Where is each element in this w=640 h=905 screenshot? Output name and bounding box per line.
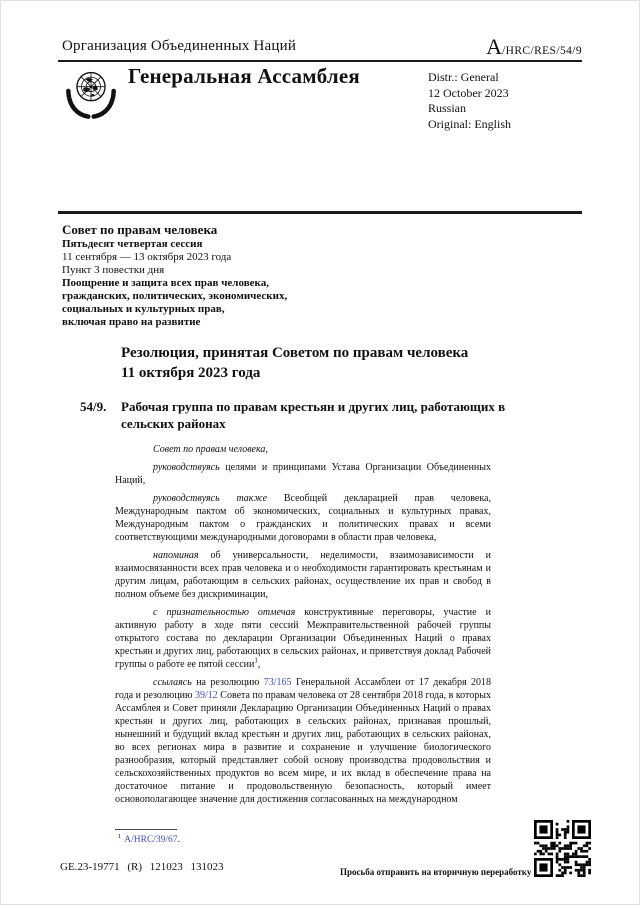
paragraph-lead: руководствуясь также <box>153 493 268 504</box>
council-name: Совет по правам человека <box>62 222 218 237</box>
resolution-title <box>121 344 551 383</box>
document-symbol-initial: A <box>486 34 503 59</box>
paragraph-text: целями и принципами Устава Организации Объединенных Наций, <box>115 462 491 486</box>
session-block <box>62 222 287 329</box>
paragraph-text: Совета по правам человека от 28 сентября 2018 года, в которых Ассамблея и Совет приняли Декларацию Организации Объединенных Наций о правах крестьян и других лиц, работающих в сельских районах, признавая прошлый, нынешний и будущий вклад крестьян и других лиц, работающих в сельских районах, во всех регионах мира в развитие и сохранение и улучшение биологического разнообразия, который представляет собой основу производства продовольствия и сельскохозяйственных продуктов во всем мире, и их вклад в обеспечение права на достаточное питание и продовольственную безопасность, который имеет основополагающее значение для достижения согласованных на международном <box>115 690 491 805</box>
org-name: Организация Объединенных Наций <box>62 38 297 54</box>
agenda-title-line: гражданских, политических, экономических, <box>62 290 288 302</box>
paragraph-text: конструктивные переговоры, участие и активную работу в ходе пяти сессий Межправительственной рабочей группы открытого состава по декларации Организации Объединенных Наций о правах крестьян и других лиц, работающих в сельских районах, и приветствуя доклад Рабочей группы о работе ее пятой сессии <box>115 607 491 670</box>
paragraph-text: Генеральной Ассамблеи от 17 декабря 2018 года и резолюцию <box>115 677 491 701</box>
un-emblem-icon <box>62 64 120 122</box>
agenda-title-line: социальных и культурных прав, <box>62 303 225 315</box>
agenda-item: Пункт 3 повестки дня <box>62 264 165 276</box>
resolution-title-line: 11 октября 2023 года <box>121 364 261 381</box>
paragraph-lead: с признательностью отмечая <box>153 607 296 618</box>
resolution-number: 54/9. <box>80 399 107 414</box>
resolution-link-39-12[interactable]: 39/12 <box>194 690 218 701</box>
session-name: Пятьдесят четвертая сессия <box>62 238 203 250</box>
document-language: Russian <box>428 101 467 115</box>
footnote-document-link[interactable]: A/HRC/39/67 <box>124 835 178 846</box>
distribution-line: Distr.: General <box>428 70 499 84</box>
preambular-paragraph <box>115 492 491 544</box>
paragraph-text: об универсальности, неделимости, взаимозависимости и взаимосвязанности всех прав человека и о необходимости гарантировать крестьянам и другим лицам, работающим в сельских районах, осуществление их прав и свобод в полном объеме без дискриминации, <box>115 550 491 600</box>
recycle-note-text: Просьба отправить на вторичную переработку <box>340 867 532 877</box>
document-date: 12 October 2023 <box>428 85 509 100</box>
paragraph-text: , <box>257 659 261 670</box>
resolution-title-line: Резолюция, принятая Советом по правам человека <box>121 345 469 361</box>
distribution-block <box>428 70 511 132</box>
preambular-paragraph <box>115 549 491 601</box>
paragraph-lead: руководствуясь <box>153 462 220 473</box>
assembly-title: Генеральная Ассамблея <box>128 64 360 88</box>
agenda-title-line: включая право на развитие <box>62 316 201 328</box>
document-symbol-rest: /HRC/RES/54/9 <box>502 45 582 57</box>
footnote-marker: 1 <box>118 833 122 840</box>
resolution-heading-text: Рабочая группа по правам крестьян и других лиц, работающих в сельских районах <box>121 399 506 431</box>
preambular-paragraph <box>115 461 491 487</box>
footnote <box>118 833 180 845</box>
preamble-line <box>115 443 491 456</box>
original-language: Original: English <box>428 116 511 131</box>
preambular-paragraph-recalling <box>115 676 491 806</box>
preambular-paragraph <box>115 606 491 671</box>
document-body <box>115 443 491 811</box>
recycle-note <box>340 863 548 882</box>
document-symbol <box>486 34 582 60</box>
footnote-divider <box>115 829 177 830</box>
paragraph-lead: ссылаясь <box>153 677 192 688</box>
session-dates: 11 сентября — 13 октября 2023 года <box>62 251 232 263</box>
section-divider-rule <box>58 211 582 214</box>
resolution-heading <box>80 398 520 432</box>
masthead <box>58 36 582 62</box>
footnote-reference: 1 <box>254 656 258 665</box>
qr-code <box>534 820 591 877</box>
resolution-link-73-165[interactable]: 73/165 <box>263 677 292 688</box>
preamble-text: Совет по правам человека, <box>153 444 268 455</box>
agenda-title-line: Поощрение и защита всех прав человека, <box>62 277 269 289</box>
footnote-tail: . <box>177 835 180 846</box>
paragraph-text: на резолюцию <box>191 677 264 688</box>
paragraph-lead: напоминая <box>153 550 199 561</box>
paragraph-text: Всеобщей декларацией прав человека, Международным пактом об экономических, социальных и культурных правах, Международным пактом о гражданских и политических правах и всеми соответствующими международными договорами в области прав человека, <box>115 493 491 543</box>
job-number: GE.23-19771 (R) 121023 131023 <box>60 861 224 873</box>
